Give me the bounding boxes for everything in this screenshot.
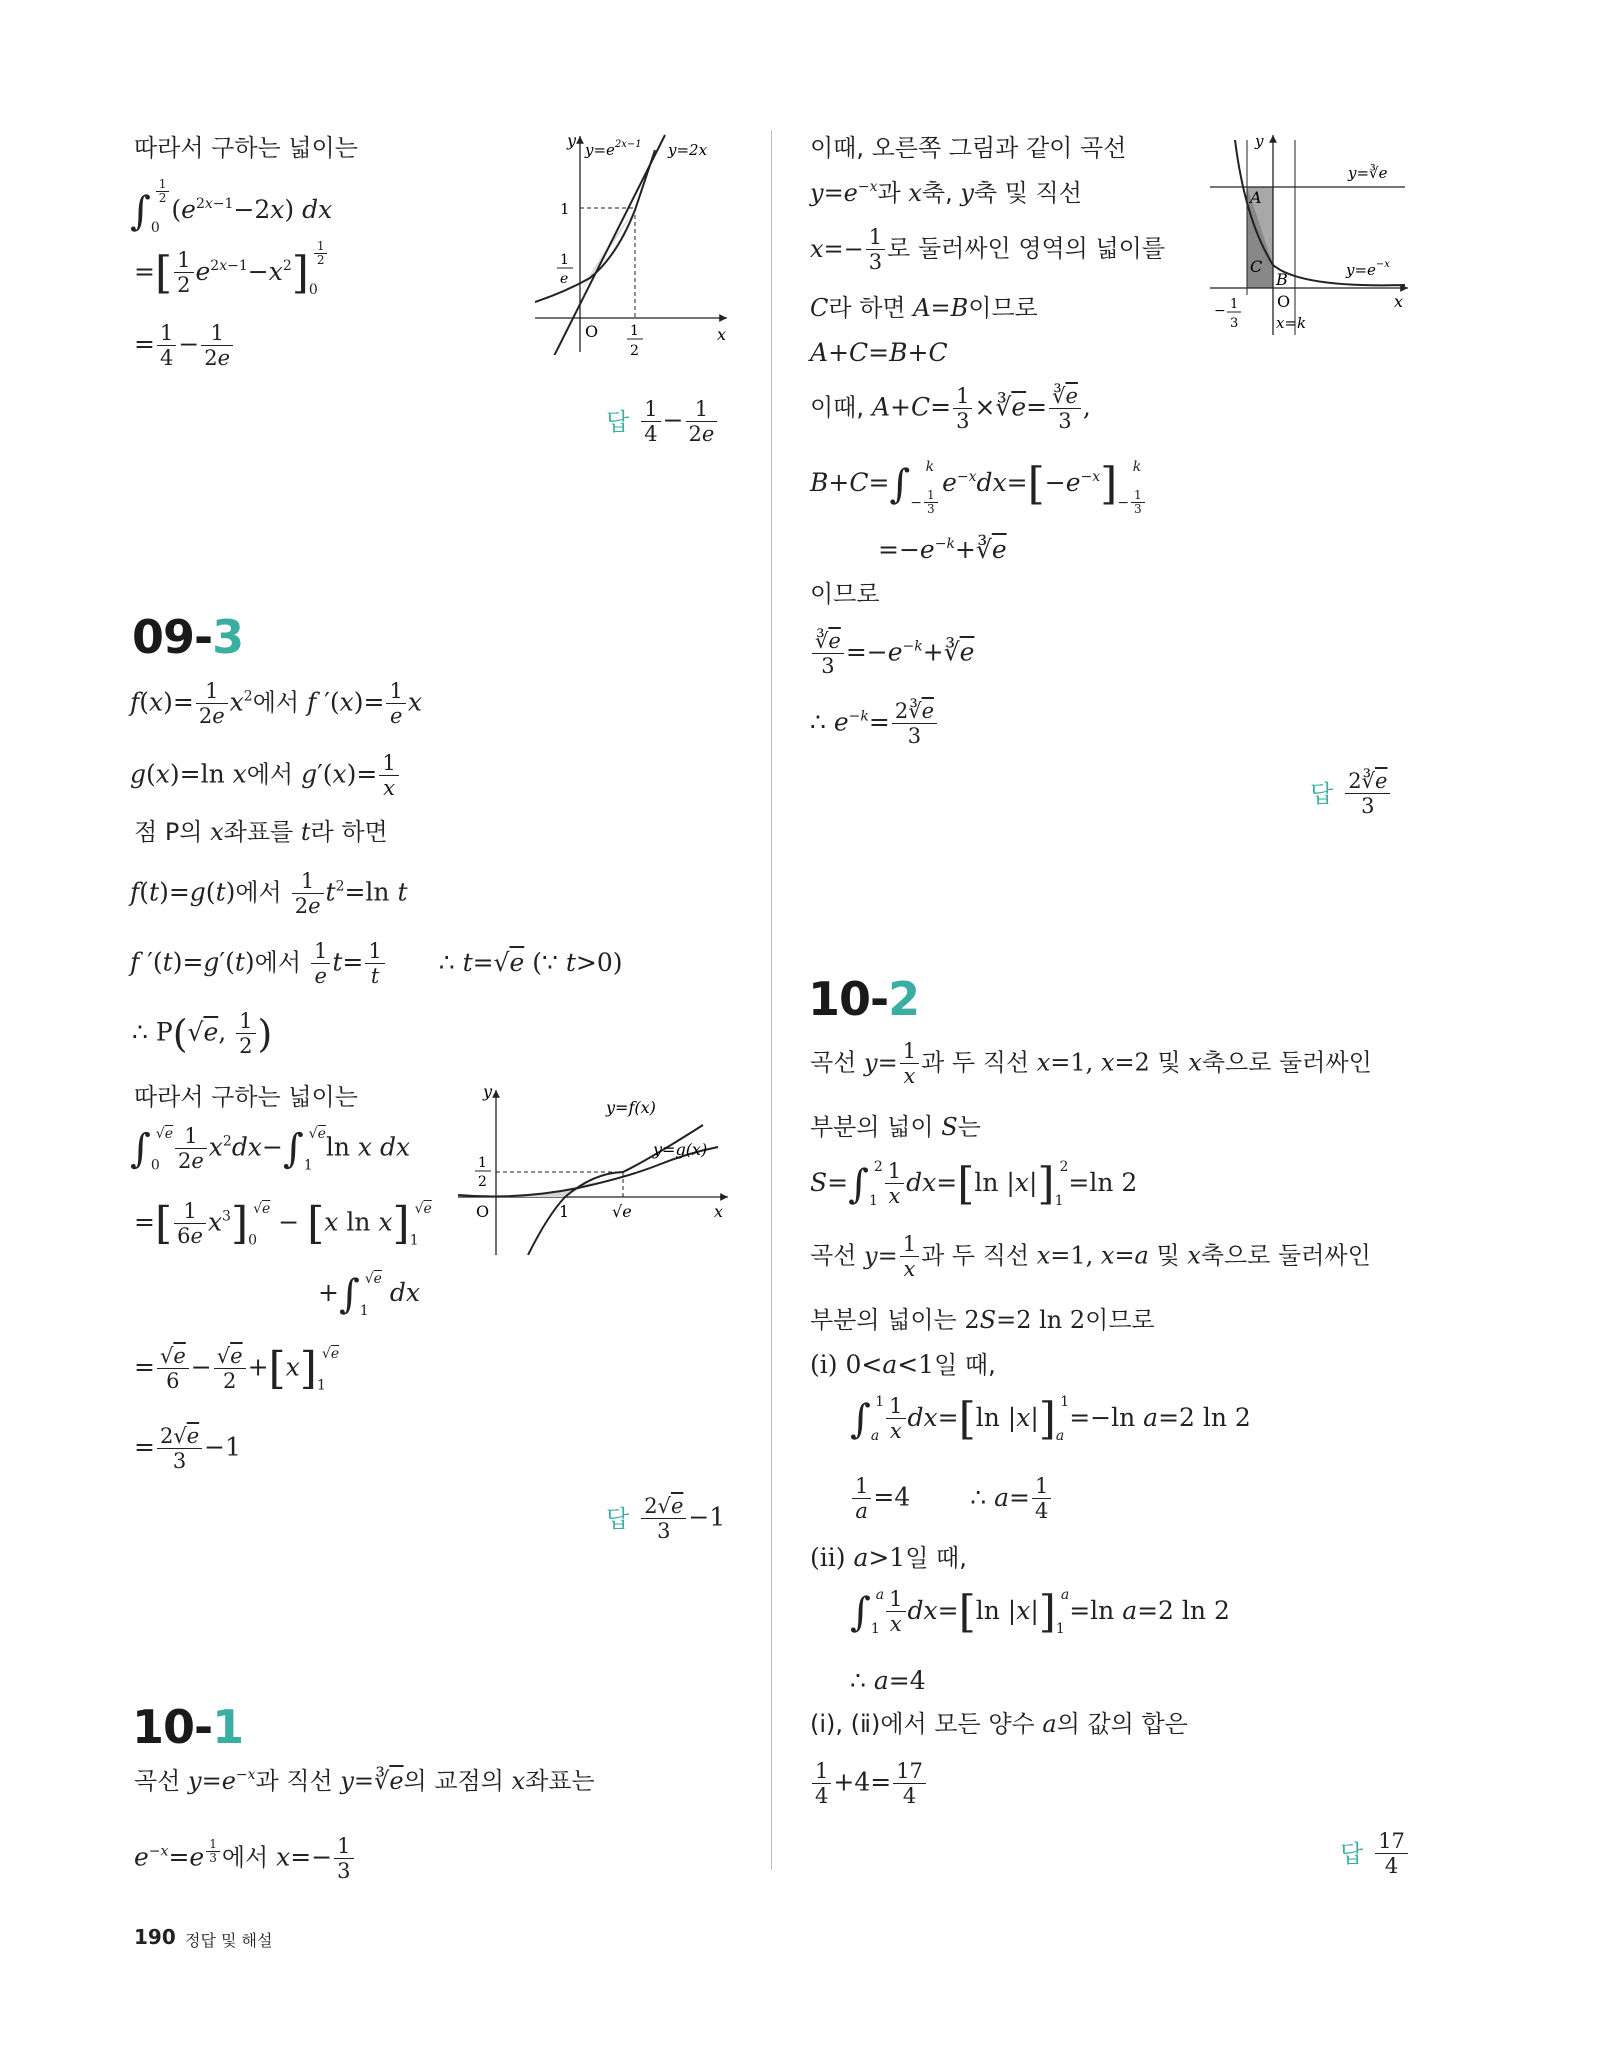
s093-line7: 따라서 구하는 넓이는 <box>134 1083 358 1111</box>
s102-line3: $S=\int_1^2$ $\frac{1}{x}$ dx=[ln $|x|]_1^2=\ln$ 2 <box>810 1158 1138 1210</box>
graph-exp-line <box>535 130 735 355</box>
g2-tick-y-n: 1 <box>478 1155 487 1171</box>
s102-line5: 부분의 넓이는 2S=2 ln 2이므로 <box>810 1306 1155 1334</box>
g2-origin: O <box>476 1202 490 1221</box>
g2-y-axis: y <box>483 1085 493 1101</box>
c2-line2: $y=e^{-x}$과 x축, y축 및 직선 <box>810 179 1082 207</box>
section-title-09-3: 09-3 <box>132 610 244 664</box>
answer-top-left: 답 $\frac{1}{4}$ − $\frac{1}{2e}$ <box>606 398 719 446</box>
g1-y-axis: y <box>567 131 577 150</box>
g2-f-label: y=f(x) <box>606 1098 656 1117</box>
math-eval-1: =[ $\frac{1}{2}$ $e^{2x-1}-x^2]_0$ $^{\frac{1}{2}}$ <box>134 240 329 298</box>
footer-label: 정답 및 해설 <box>185 1931 273 1950</box>
s102-case1: (ⅰ) 0<a<1일 때, <box>810 1350 996 1379</box>
g1-curve-label: $y=e^{2x-1}$ <box>585 139 642 159</box>
c2-line10: $\frac{∛\overline{e}}{3}$ $=-e^{-k}+∛\overline{e}$ <box>810 630 974 678</box>
s102-case2-result: ∴ a=4 <box>850 1666 926 1695</box>
c2-line6: 이때, A+C= $\frac{1}{3}$ $\times∛\overline{e}=$ $\frac{∛\overline{e}}{3}$ , <box>810 384 1091 434</box>
g3-region-b: B <box>1276 270 1288 289</box>
math-result-1: = $\frac{1}{4}$ − $\frac{1}{2e}$ <box>134 322 235 370</box>
g3-region-a: A <box>1250 188 1262 207</box>
g2-tick-x1: 1 <box>559 1202 570 1221</box>
s093-integral: $\int_0^{√e}$ $\frac{1}{2e}$ $x^2dx-\int_1^{√e}\ln$ x dx <box>130 1124 411 1174</box>
s101-line1: 곡선 $y=e^{-x}$과 직선 $y=∛\overline{e}$의 교점의 x좌표는 <box>134 1767 595 1795</box>
answer-top-right: 답 $\frac{2∛\overline{e}}{3}$ <box>1310 770 1392 818</box>
answer-10-2: 답 $\frac{17}{4}$ <box>1340 1830 1410 1878</box>
g1-tick-x-d: 2 <box>630 343 639 355</box>
s102-line1: 곡선 y= $\frac{1}{x}$ 과 두 직선 x=1, x=2 및 x축으로 둘러싸인 <box>810 1039 1372 1089</box>
s102-case2-eq: $\int_1^a$ $\frac{1}{x}$ dx=[ln $|x|]_1^a=\ln$ a=2 ln 2 <box>850 1586 1230 1638</box>
s093-line6: ∴ P(√e, $\frac{1}{2}$ ) <box>132 1009 273 1059</box>
g3-tick-minus: − <box>1214 303 1226 319</box>
g2-x-axis: x <box>714 1202 724 1221</box>
s093-line4: f(t)=g(t)에서 $\frac{1}{2e}$ $t^2=\ln$ t <box>130 869 408 919</box>
s102-case2: (ⅱ) a>1일 때, <box>810 1543 967 1572</box>
section-title-10-2: 10-2 <box>808 972 920 1026</box>
g1-tick-y1: 1 <box>560 200 570 218</box>
column-divider <box>771 130 772 1870</box>
g3-tick-n: 1 <box>1230 297 1239 312</box>
s102-case1-eq: $\int_a^1$ $\frac{1}{x}$ dx=[ln $|x|]_a^1=-\ln$ a=2 ln 2 <box>850 1393 1251 1445</box>
s102-line2: 부분의 넓이 S는 <box>810 1113 981 1141</box>
c2-line9: 이므로 <box>810 580 880 608</box>
graph-exp-area <box>1210 130 1410 340</box>
intro-text: 따라서 구하는 넓이는 <box>134 134 358 162</box>
s101-line2: $e^{-x}=e$ $^{\frac{1}{3}}$ 에서 x=− $\frac{1}{3}$ <box>134 1835 356 1883</box>
page-number: 190 <box>134 1925 176 1949</box>
s093-eval: =[ $\frac{1}{6e}$ $x^3]_0^{√e} - [x$ $\ln x]_1^{√e}$ <box>134 1198 432 1250</box>
answer-09-3: 답 $\frac{2√e}{3}$ −1 <box>606 1494 726 1544</box>
s093-line5: f ′(t)=g′(t)에서 $\frac{1}{e}$ t= $\frac{1}{t}$ ∴ t=√e (∵ t>0) <box>130 939 623 989</box>
c2-line11: ∴ $e^{-k}=$ $\frac{2∛\overline{e}}{3}$ <box>810 700 939 748</box>
g1-origin: O <box>585 322 599 341</box>
graph-f-g <box>458 1085 733 1255</box>
c2-line1: 이때, 오른쪽 그림과 같이 곡선 <box>810 134 1127 162</box>
g1-line-label: y=2x <box>668 141 708 159</box>
g1-x-axis: x <box>717 325 727 344</box>
s093-eval2: = $\frac{√e}{6}$ − $\frac{√e}{2}$ $+[x]_1^{√e}$ <box>134 1343 340 1395</box>
g3-line-label: y=∛e <box>1348 164 1388 182</box>
c2-line5: A+C=B+C <box>810 338 948 367</box>
s093-line1: f(x)= $\frac{1}{2e}$ $x^2$에서 f ′(x)= $\frac{1}{e}$ x <box>130 679 422 729</box>
g2-tick-x2: √e <box>612 1202 632 1221</box>
g3-y-axis: y <box>1255 132 1264 150</box>
c2-line3: x=− $\frac{1}{3}$ 로 둘러싸인 영역의 넓이를 <box>810 225 1166 275</box>
s102-line4: 곡선 y= $\frac{1}{x}$ 과 두 직선 x=1, x=a 및 x축으로 둘러싸인 <box>810 1232 1371 1282</box>
g1-tick-ye-d: e <box>560 271 569 287</box>
c2-line7: $B+C=\int_{- \frac{1}{3}}$ $^k$ $e^{-x}dx=[-e^{-x}]_{- \frac{1}{3}}$ $^k$ <box>810 460 1141 517</box>
s093-line3: 점 P의 x좌표를 t라 하면 <box>134 818 388 846</box>
g2-g-label: y=g(x) <box>653 1140 708 1159</box>
c2-line4: C라 하면 A=B이므로 <box>810 294 1038 322</box>
g3-x-axis: x <box>1394 292 1404 311</box>
g3-xk: x=k <box>1276 314 1307 332</box>
c2-line8: $=-e^{-k}+∛\overline{e}$ <box>878 535 1007 564</box>
section-title-10-1: 10-1 <box>132 1700 244 1754</box>
s093-eval-cont: $+\int_1^{√e}$ dx <box>318 1271 420 1319</box>
g3-tick-d: 3 <box>1230 316 1239 331</box>
g2-tick-y-d: 2 <box>478 1174 487 1190</box>
g1-tick-x-n: 1 <box>630 323 639 339</box>
g3-origin: O <box>1277 292 1291 311</box>
s093-result: = $\frac{2√e}{3}$ −1 <box>134 1424 241 1474</box>
s102-sum-result: $\frac{1}{4}$ +4= $\frac{17}{4}$ <box>810 1760 928 1808</box>
s093-line2: g(x)=ln x에서 g′(x)= $\frac{1}{x}$ <box>130 752 401 800</box>
g3-curve-label: $y=e^{-x}$ <box>1346 259 1390 279</box>
math-integral-1: $\int_0$ $^{\frac{1}{2}}$ $(e^{2x-1}-2x)$ dx <box>130 177 333 236</box>
s102-sum: (ⅰ), (ⅱ)에서 모든 양수 a의 값의 합은 <box>810 1710 1188 1738</box>
g1-tick-ye-n: 1 <box>560 252 569 268</box>
s102-case1-result: $\frac{1}{a}$ =4 ∴ a= $\frac{1}{4}$ <box>850 1475 1053 1523</box>
g3-region-c: C <box>1250 257 1263 276</box>
